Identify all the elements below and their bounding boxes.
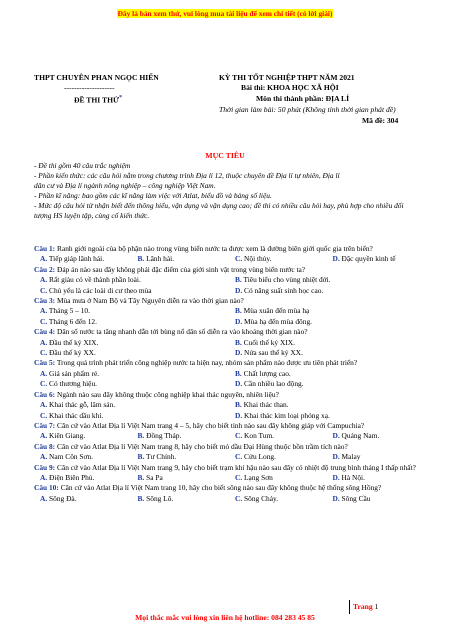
answer-option [229, 306, 424, 316]
question-number: Câu 6: [34, 389, 56, 399]
option-text: Sông Chảy. [244, 493, 279, 503]
option-text: Đặc quyền kinh tế [341, 254, 396, 264]
option-key: B. [235, 400, 242, 410]
option-text: Đầu thế kỷ XX. [49, 348, 96, 358]
option-text: Tư Chính. [146, 452, 177, 462]
option-text: Điện Biên Phủ. [49, 472, 95, 482]
question-item [34, 358, 424, 389]
answer-option [229, 348, 424, 358]
option-key: C. [235, 452, 243, 462]
option-key: C. [40, 379, 48, 389]
question-item [34, 463, 424, 484]
option-text: Khai thác gỗ, lâm sản. [49, 400, 116, 410]
option-key: A. [40, 452, 48, 462]
question-text: Ranh giới ngoài của bộ phận nào trong vùng biển nước ta được xem là đường biên giới quốc gia trên biển? [57, 244, 373, 253]
answer-option [34, 286, 229, 296]
question-stem [34, 296, 424, 306]
answer-option [34, 452, 132, 462]
option-text: Lạng Sơn [244, 472, 273, 482]
answer-option [132, 431, 230, 441]
option-key: A. [40, 275, 48, 285]
option-key: C. [235, 431, 243, 441]
answer-option [34, 369, 229, 379]
question-number: Câu 9: [34, 462, 56, 472]
option-key: C. [40, 348, 48, 358]
answer-option [327, 431, 425, 441]
option-key: A. [40, 431, 48, 441]
option-text: Đồng Tháp. [146, 431, 182, 441]
option-key: D. [235, 379, 243, 389]
answer-options [34, 306, 424, 327]
option-key: C. [40, 285, 48, 295]
option-key: D. [332, 254, 340, 264]
option-key: B. [235, 368, 242, 378]
option-key: B. [137, 493, 145, 503]
section-title: MỤC TIÊU [205, 151, 245, 160]
intro-line: dân cư và Địa lí ngành nông nghiệp – công nghiệp Việt Nam. [34, 180, 216, 190]
question-number: Câu 2: [34, 264, 56, 274]
answer-options [34, 452, 424, 462]
option-key: D. [235, 348, 243, 358]
option-key: D. [235, 316, 243, 326]
answer-option [229, 254, 327, 264]
option-text: Có thương hiệu. [49, 379, 97, 389]
option-key: A. [40, 400, 48, 410]
answer-option [229, 400, 424, 410]
answer-option [132, 494, 230, 504]
answer-options [34, 473, 424, 483]
question-number: Câu 7: [34, 420, 56, 430]
question-text: Căn cứ vào Atlat Địa lí Việt Nam trang 10, hãy cho biết sông nào sau đây không thuộc hệ thống sông Hồng? [60, 483, 382, 493]
option-text: Khai thác dầu khí. [49, 410, 104, 420]
question-number: Câu 8: [34, 441, 56, 451]
answer-option [327, 473, 425, 483]
option-key: A. [40, 254, 48, 264]
option-key: C. [235, 472, 243, 482]
question-item [34, 442, 424, 463]
option-key: A. [40, 337, 48, 347]
option-text: Tiêu biểu cho vùng nhiệt đới. [243, 275, 331, 285]
answer-option [34, 254, 132, 264]
question-number: Câu 5: [34, 358, 56, 368]
option-key: D. [332, 452, 340, 462]
option-text: Lãnh hải. [146, 254, 175, 264]
option-text: Hà Nội. [341, 472, 365, 482]
answer-option [34, 400, 229, 410]
question-text: Căn cứ vào Atlat Địa lí Việt Nam trang 4 – 5, hãy cho biết tỉnh nào sau đây không giáp với Campuchia? [57, 420, 365, 430]
question-stem [34, 442, 424, 452]
answer-option [327, 452, 425, 462]
option-key: B. [137, 452, 145, 462]
question-stem [34, 265, 424, 275]
question-stem [34, 421, 424, 431]
option-text: Khai thác kim loại phóng xạ. [244, 410, 330, 420]
question-item [34, 327, 424, 358]
option-text: Nam Côn Sơn. [49, 452, 93, 462]
option-text: Chất lượng cao. [243, 368, 291, 378]
exam-title: KỲ THI TỐT NGHIỆP THPT NĂM 2021 [219, 73, 355, 82]
option-key: D. [235, 410, 243, 420]
question-text: Căn cứ vào Atlat Địa lí Việt Nam trang 8, hãy cho biết mỏ dầu Đại Hùng thuộc bồn trầm tích nào? [57, 441, 348, 451]
option-key: C. [235, 493, 243, 503]
question-stem [34, 483, 424, 493]
component-subject: Môn thi thành phần: ĐỊA LÍ [256, 94, 350, 103]
answer-option [34, 431, 132, 441]
option-text: Tháng 5 – 10. [48, 306, 90, 316]
option-text: Giá sản phẩm rẻ. [49, 368, 100, 378]
question-number: Câu 10: [34, 483, 59, 493]
option-text: Nửa sau thế kỷ XX. [244, 348, 303, 358]
option-key: D. [332, 431, 340, 441]
option-text: Chủ yếu là các loài di cư theo mùa [49, 285, 152, 295]
question-stem [34, 358, 424, 368]
option-text: Có năng suất sinh học cao. [244, 285, 324, 295]
option-key: B. [137, 431, 145, 441]
option-text: Kiên Giang. [49, 431, 86, 441]
answer-option [229, 286, 424, 296]
answer-options [34, 338, 424, 359]
option-text: Mùa hạ đến mùa đông. [244, 316, 312, 326]
doc-type: ĐỀ THI THỬ* [74, 94, 123, 105]
preview-banner: Đây là bản xem thử, vui lòng mua tài liệu để xem chi tiết (có lời giải) [117, 9, 333, 18]
answer-option [34, 411, 229, 421]
answer-options [34, 431, 424, 441]
option-text: Đầu thế kỷ XIX. [49, 337, 99, 347]
answer-option [132, 473, 230, 483]
question-text: Ngành nào sau đây không thuộc công nghiệp khai thác nguyên, nhiên liệu? [57, 389, 279, 399]
star-mark: * [119, 94, 123, 101]
answer-option [34, 275, 229, 285]
answer-option [34, 317, 229, 327]
answer-option [34, 348, 229, 358]
answer-option [229, 431, 327, 441]
option-key: D. [235, 285, 243, 295]
option-text: Quảng Nam. [341, 431, 380, 441]
option-key: B. [235, 337, 242, 347]
option-key: B. [137, 472, 145, 482]
answer-option [327, 494, 425, 504]
answer-option [229, 379, 424, 389]
option-text: Sông Cầu [341, 493, 371, 503]
question-number: Câu 1: [34, 244, 56, 253]
option-text: Sông Lô. [146, 493, 174, 503]
option-text: Nội thủy. [244, 254, 272, 264]
intro-line: - Phần kĩ năng: bao gồm các kĩ năng làm việc với Atlat, biểu đồ và bảng số liệu. [34, 190, 272, 200]
intro-line: - Phần kiến thức: các câu hỏi nằm trong chương trình Địa lí 12, thuộc chuyên đề Địa lí tự nhiên, Địa lí [34, 170, 340, 180]
option-key: B. [137, 254, 145, 264]
option-text: Sa Pa [146, 472, 163, 482]
question-stem [34, 327, 424, 337]
question-text: Mùa mưa ở Nam Bộ và Tây Nguyên diễn ra vào thời gian nào? [57, 296, 244, 306]
answer-option [327, 254, 425, 264]
page-divider [349, 600, 350, 614]
answer-option [229, 338, 424, 348]
answer-option [34, 379, 229, 389]
answer-option [229, 494, 327, 504]
option-text: Mùa xuân đến mùa hạ [243, 306, 310, 316]
answer-option [34, 473, 132, 483]
option-key: D. [332, 493, 340, 503]
page-number: Trang 1 [353, 602, 379, 611]
option-key: B. [235, 306, 242, 316]
question-text: Căn cứ vào Atlat Địa lí Việt Nam trang 9, hãy cho biết trạm khí hậu nào sau đây có nhiệt độ trung bình tháng I thấp nhất? [57, 462, 416, 472]
answer-option [229, 369, 424, 379]
option-key: D. [332, 472, 340, 482]
answer-option [34, 494, 132, 504]
answer-options [34, 369, 424, 390]
answer-options [34, 275, 424, 296]
question-number: Câu 4: [34, 327, 56, 337]
answer-option [132, 254, 230, 264]
exam-time: Thời gian làm bài: 50 phút (Không tính thời gian phát đề) [219, 105, 396, 114]
option-key: A. [40, 472, 48, 482]
answer-option [229, 317, 424, 327]
answer-option [229, 275, 424, 285]
question-item [34, 265, 424, 296]
question-list [34, 244, 424, 504]
option-key: C. [235, 254, 243, 264]
intro-block [34, 161, 422, 220]
option-key: A. [40, 493, 48, 503]
question-item [34, 390, 424, 421]
option-text: Cần nhiều lao động. [244, 379, 304, 389]
option-text: Tiếp giáp lãnh hải. [48, 254, 105, 264]
question-item [34, 421, 424, 442]
option-text: Rất giàu có về thành phần loài. [49, 275, 141, 285]
intro-line: - Mức độ câu hỏi từ nhận biết đến thông hiểu, vận dụng và vận dụng cao; đề thi có nhiều câu hỏi hay, phù hợp cho nhiều đối tượng HS luyện tập, củng cố kiến thức. [34, 200, 404, 220]
question-stem [34, 390, 424, 400]
question-item [34, 244, 424, 265]
hotline-footer: Mọi thắc mắc vui lòng xin liên hệ hotline: 084 283 45 85 [135, 613, 315, 622]
question-item [34, 296, 424, 327]
answer-options [34, 400, 424, 421]
question-item [34, 483, 424, 504]
answer-options [34, 494, 424, 504]
option-text: Kon Tum. [244, 431, 275, 441]
answer-option [229, 473, 327, 483]
answer-option [229, 452, 327, 462]
question-stem [34, 244, 424, 254]
answer-options [34, 254, 424, 264]
option-key: C. [40, 316, 48, 326]
option-text: Tháng 6 đến 12. [48, 316, 97, 326]
intro-line: - Đề thi gồm 40 câu trắc nghiệm [34, 161, 131, 170]
option-key: A. [40, 306, 48, 316]
answer-option [34, 306, 229, 316]
subject-block: Bài thi: KHOA HỌC XÃ HỘI [241, 83, 339, 92]
option-key: A. [40, 368, 48, 378]
option-text: Cuối thế kỷ XIX. [243, 337, 295, 347]
question-text: Trong quá trình phát triển công nghiệp nước ta hiện nay, nhóm sản phẩm nào được ưu tiên phát triển? [56, 358, 358, 368]
exam-code: Mã đề: 304 [362, 116, 399, 125]
school-name: THPT CHUYÊN PHAN NGỌC HIỂN [34, 73, 159, 82]
option-text: Khai thác than. [243, 400, 289, 410]
answer-option [132, 452, 230, 462]
question-stem [34, 463, 424, 473]
question-number: Câu 3: [34, 296, 56, 306]
option-key: B. [235, 275, 242, 285]
option-text: Cửu Long. [244, 452, 276, 462]
question-text: Dân số nước ta tăng nhanh dẫn tới bùng nổ dân số diễn ra vào khoảng thời gian nào? [57, 327, 308, 337]
option-text: Malay [341, 452, 361, 462]
answer-option [229, 411, 424, 421]
answer-option [34, 338, 229, 348]
option-text: Sông Đà. [49, 493, 77, 503]
option-key: C. [40, 410, 48, 420]
header-divider: -------------------- [64, 83, 115, 92]
question-text: Đáp án nào sau đây không phải đặc điểm của giới sinh vật trong vùng biển nước ta? [57, 264, 306, 274]
